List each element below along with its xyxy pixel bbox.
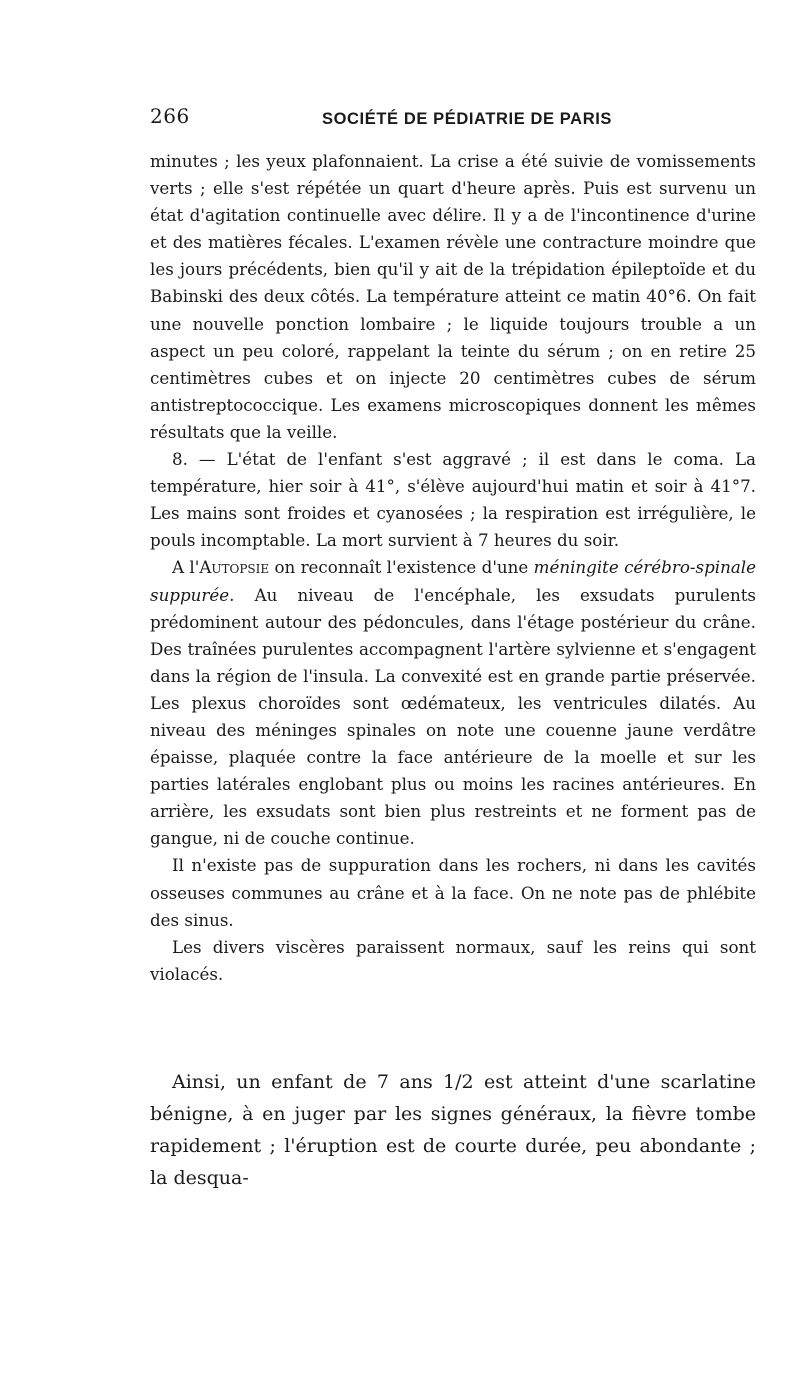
paragraph-continued: minutes ; les yeux plafonnaient. La crise a été suivie de vomissements verts ; elle s'est répétée un quart d'heure après. Puis est survenu un état d'agitation continuelle avec délire. Il y a de l'incontinence d'urine et des matières fécales. L'examen révèle une contracture moindre que les jours précédents, bien qu'il y ait de la trépidation épileptoïde et du Babinski des deux côtés. La température atteint ce matin 40°6. On fait une nouvelle ponction lombaire ; le liquide toujours trouble a un aspect un peu coloré, rappelant la teinte du sérum ; on en retire 25 centimètres cubes et on injecte 20 centimètres cubes de sérum antistreptococcique. Les examens microscopiques donnent les mêmes résultats que la veille. bbox=[150, 151, 756, 442]
paragraph-autopsy bbox=[150, 554, 756, 852]
page-number: 266 bbox=[150, 104, 190, 128]
running-header bbox=[150, 104, 755, 140]
paragraph-conclusion: Ainsi, un enfant de 7 ans 1/2 est atteint d'une scarlatine bénigne, à en juger par les signes généraux, la fièvre tombe rapidement ; l'éruption est de courte durée, peu abondante ; la desqua- bbox=[150, 1071, 756, 1189]
autopsy-mid: on reconnaît l'existence d'une bbox=[269, 557, 534, 578]
running-title: SOCIÉTÉ DE PÉDIATRIE DE PARIS bbox=[322, 110, 612, 128]
autopsy-lead: A l' bbox=[172, 557, 200, 578]
autopsy-diagnosis: méningite cérébro-spinale suppurée bbox=[150, 557, 756, 605]
autopsy-findings: . Au niveau de l'encéphale, les exsudats purulents prédominent autour des pédoncules, dans l'étage postérieur du crâne. Des traînées purulentes accompagnent l'artère sylvienne et s'engagent dans la région de l'insula. La convexité est en grande partie préservée. Les plexus choroïdes sont œdémateux, les ventricules dilatés. Au niveau des méninges spinales on note une couenne jaune verdâtre épaisse, plaquée contre la face antérieure de la moelle et sur les parties latérales englobant plus ou moins les racines antérieures. En arrière, les exsudats sont bien plus restreints et ne forment pas de gangue, ni de couche continue. bbox=[150, 584, 756, 849]
conclusion-block bbox=[150, 1066, 756, 1194]
autopsy-smallcaps-term: Autopsie bbox=[199, 557, 270, 578]
paragraph-viscera: Les divers viscères paraissent normaux, sauf les reins qui sont violacés. bbox=[150, 936, 756, 984]
body-text bbox=[150, 148, 756, 988]
paragraph-no-suppuration: Il n'existe pas de suppuration dans les rochers, ni dans les cavités osseuses communes au crâne et à la face. On ne note pas de phlébite des sinus. bbox=[150, 855, 756, 930]
paragraph-day-8: 8. — L'état de l'enfant s'est aggravé ; il est dans le coma. La température, hier soir à 41°, s'élève aujourd'hui matin et soir à 41°7. Les mains sont froides et cyanosées ; la respiration est irrégulière, le pouls incomptable. La mort survient à 7 heures du soir. bbox=[150, 449, 756, 551]
